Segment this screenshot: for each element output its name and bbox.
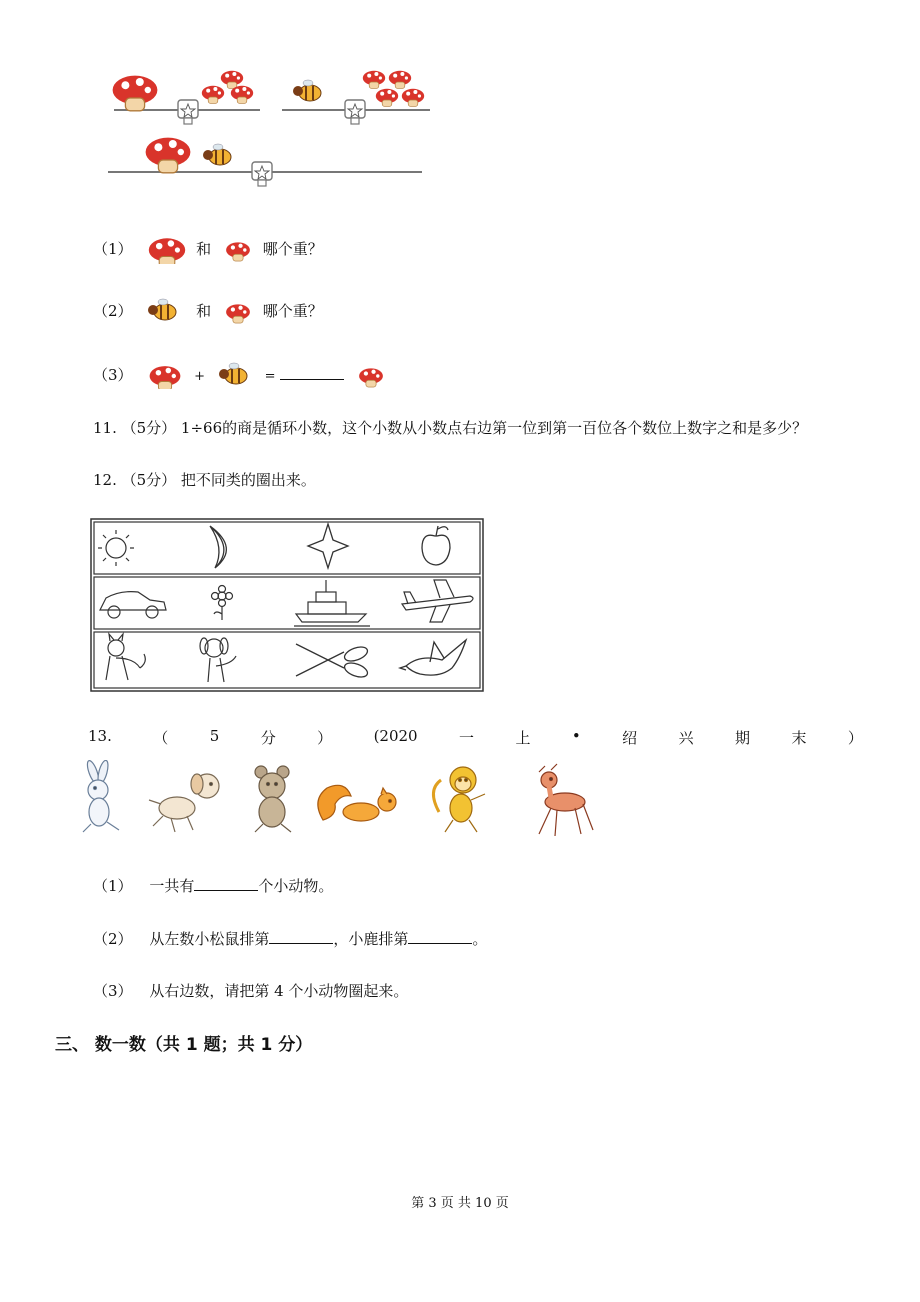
q13-token: 期 xyxy=(735,729,751,747)
answer-blank[interactable] xyxy=(269,929,333,944)
answer-blank[interactable] xyxy=(280,365,344,380)
bee-icon xyxy=(147,298,183,326)
sub-text: 个小动物。 xyxy=(258,877,334,895)
sub-text: 一共有 xyxy=(149,877,195,895)
equals-sign: = xyxy=(264,369,276,384)
q13-token: 13. xyxy=(88,727,112,745)
q10-sub1 xyxy=(93,236,323,264)
and-label: 和 xyxy=(196,302,212,320)
sub-number: （2） xyxy=(93,930,133,948)
page-footer: 第 3 页 共 10 页 xyxy=(411,1196,509,1211)
q13-token: 兴 xyxy=(678,729,694,747)
sub-text: 。 xyxy=(472,930,488,948)
q13-sub2 xyxy=(93,928,487,949)
plus-sign: + xyxy=(194,369,206,384)
answer-blank[interactable] xyxy=(408,929,472,944)
q11-text: 11. （5分） 1÷66的商是循环小数，这个小数从小数点右边第一位到第一百位各个数位上数字之和是多少？ xyxy=(93,419,808,437)
sub-number: （1） xyxy=(93,877,133,895)
q13-sub1 xyxy=(93,875,333,896)
and-label: 和 xyxy=(196,240,212,258)
monkey-icon xyxy=(433,767,485,832)
q13-token: （ xyxy=(153,729,169,747)
sub-text: 从右边数，请把第 4 个小动物圈起来。 xyxy=(149,982,409,1000)
small-mushroom-icon xyxy=(357,364,385,388)
puppy-icon xyxy=(149,774,219,832)
classification-grid xyxy=(90,518,484,694)
sub-number: （3） xyxy=(93,982,133,1000)
q12-text: 12. （5分） 把不同类的圈出来。 xyxy=(93,471,316,489)
q13-token: 绍 xyxy=(622,729,638,747)
rabbit-icon xyxy=(83,760,119,832)
q13-token: 分 xyxy=(260,729,276,747)
small-mushroom-icon xyxy=(224,300,252,324)
big-mushroom-icon xyxy=(147,236,187,264)
answer-blank[interactable] xyxy=(194,876,258,891)
q13-token: ） xyxy=(847,729,863,747)
sub-number: （1） xyxy=(93,240,133,258)
q10-sub2 xyxy=(93,298,323,326)
q13-sub3 xyxy=(93,980,408,1001)
bear-icon xyxy=(255,766,291,832)
q13-token: (2020 xyxy=(373,727,418,745)
bee-icon xyxy=(218,362,254,390)
big-mushroom-icon xyxy=(147,363,183,389)
deer-icon xyxy=(539,764,593,836)
squirrel-icon xyxy=(318,785,396,821)
q13-token: ） xyxy=(317,729,333,747)
q13-token: 末 xyxy=(791,729,807,747)
q13-token: 5 xyxy=(209,727,220,745)
small-mushroom-icon xyxy=(224,238,252,262)
q10-sub3 xyxy=(93,362,385,390)
sub-text: 从左数小松鼠排第 xyxy=(149,930,270,948)
sub-number: （3） xyxy=(93,366,133,384)
q13-token: • xyxy=(571,727,581,745)
question-tail: 哪个重？ xyxy=(262,302,323,320)
balance-picture xyxy=(100,60,440,190)
question-tail: 哪个重？ xyxy=(262,240,323,258)
q13-header xyxy=(88,727,863,748)
sub-text: ，小鹿排第 xyxy=(333,930,409,948)
section-heading: 三、 数一数（共 1 题；共 1 分） xyxy=(55,1035,313,1055)
sub-number: （2） xyxy=(93,302,133,320)
q13-token: 上 xyxy=(515,729,531,747)
q13-token: 一 xyxy=(459,729,475,747)
animals-row xyxy=(65,760,605,840)
